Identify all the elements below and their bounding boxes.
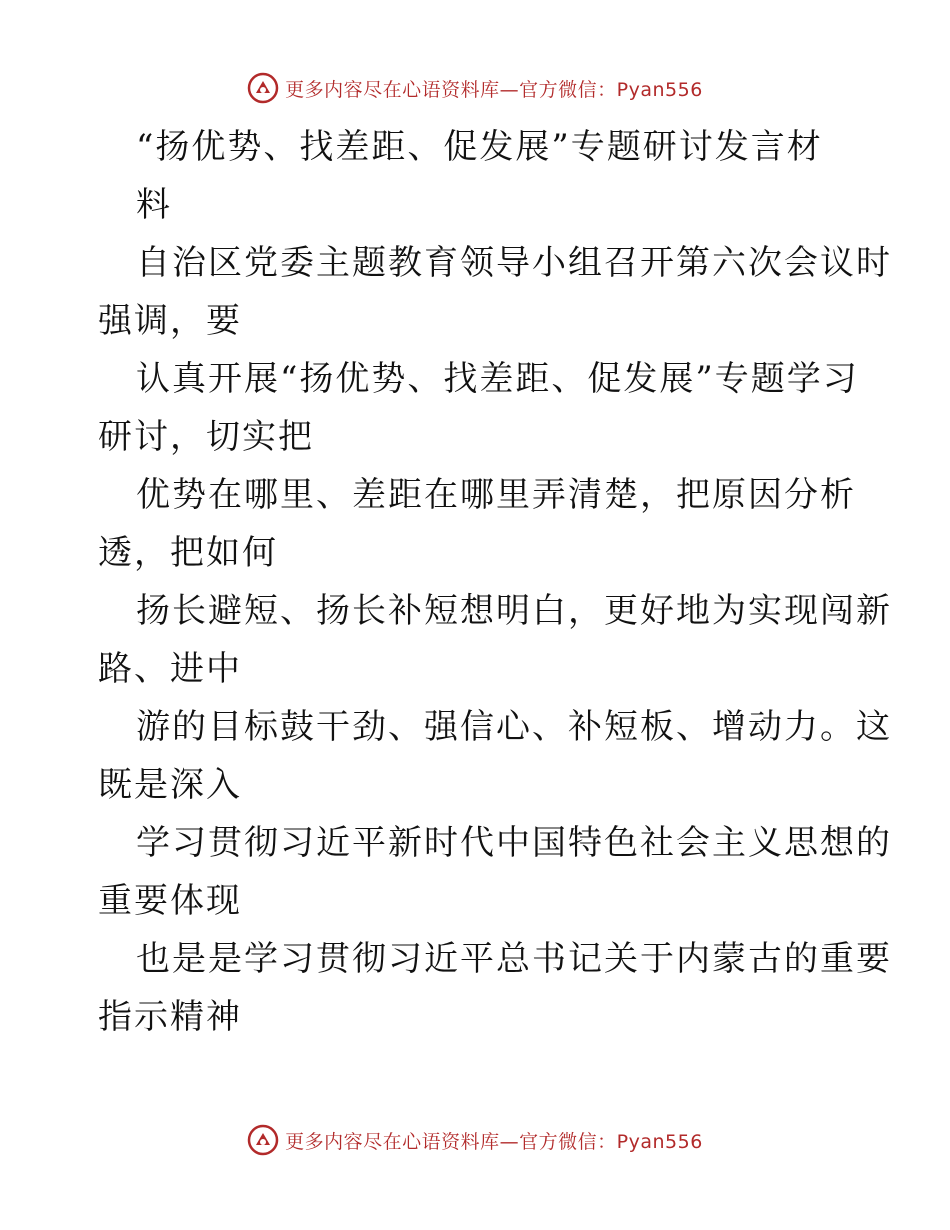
text-line: 扬长避短、扬长补短想明白，更好地为实现闯新 — [136, 591, 892, 631]
text-line: 指示精神 — [98, 997, 242, 1037]
text-line: 优势在哪里、差距在哪里弄清楚，把原因分析 — [136, 475, 856, 515]
text-line: 游的目标鼓干劲、强信心、补短板、增动力。这 — [136, 707, 892, 747]
text-line: 重要体现 — [98, 881, 242, 921]
document-body — [98, 118, 892, 1046]
text-line: 自治区党委主题教育领导小组召开第六次会议时 — [136, 243, 892, 283]
watermark-text: 更多内容尽在心语资料库—官方微信：Pyan556 — [285, 1130, 703, 1153]
text-line: 既是深入 — [98, 765, 242, 805]
text-line: 认真开展“扬优势、找差距、促发展”专题学习 — [136, 359, 859, 399]
logo-icon — [247, 1124, 279, 1156]
text-line: 学习贯彻习近平新时代中国特色社会主义思想的 — [136, 823, 892, 863]
text-line: 透，把如何 — [98, 533, 278, 573]
text-line: 强调，要 — [98, 301, 242, 341]
text-line: 研讨，切实把 — [98, 417, 314, 457]
logo-icon — [247, 72, 279, 104]
watermark-header — [0, 68, 950, 108]
text-line: 也是是学习贯彻习近平总书记关于内蒙古的重要 — [136, 939, 892, 979]
watermark-text: 更多内容尽在心语资料库—官方微信：Pyan556 — [285, 78, 703, 101]
text-line: 料 — [136, 185, 172, 225]
text-line: 路、进中 — [98, 649, 242, 689]
watermark-footer — [0, 1120, 950, 1160]
text-line: “扬优势、找差距、促发展”专题研讨发言材 — [136, 127, 823, 167]
